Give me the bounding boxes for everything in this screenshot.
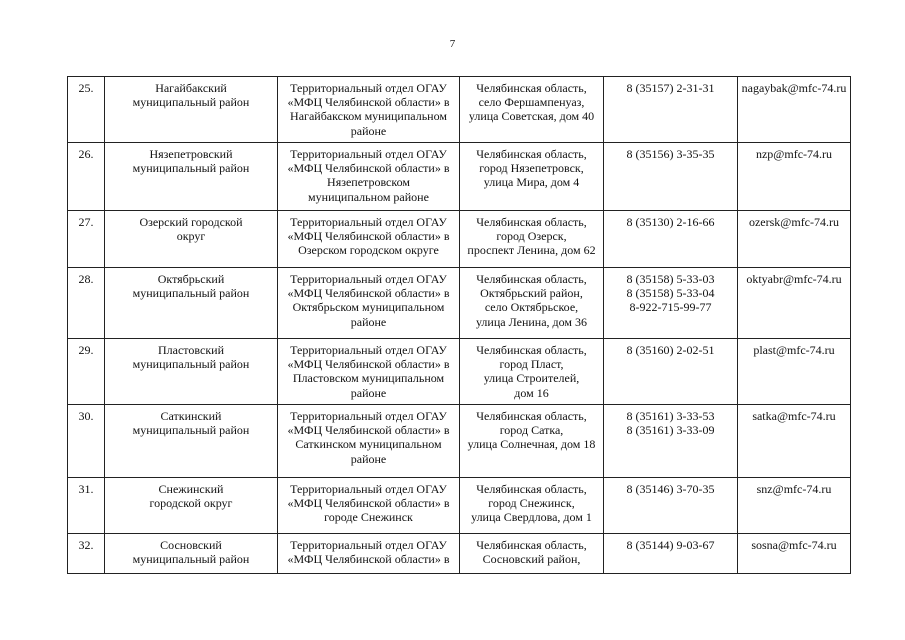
department-line: «МФЦ Челябинской области» в (287, 496, 450, 511)
municipality-cell (105, 143, 278, 211)
table-row (68, 143, 851, 211)
phone-cell (604, 339, 738, 405)
row-number-cell (68, 478, 105, 534)
municipality-cell (105, 405, 278, 478)
address-cell (460, 268, 604, 339)
phone-cell (604, 405, 738, 478)
address-line: город Пласт, (499, 357, 564, 372)
phone-line: 8-922-715-99-77 (629, 300, 712, 315)
phone-line: 8 (35158) 5-33-03 (626, 272, 715, 286)
phone-cell (604, 534, 738, 574)
department-line: Территориальный отдел ОГАУ (290, 272, 447, 286)
municipality-line: муниципальный район (132, 161, 250, 176)
email-cell (738, 268, 851, 339)
municipality-cell (105, 211, 278, 268)
department-line: «МФЦ Челябинской области» в (287, 95, 450, 110)
row-number: 32. (78, 538, 94, 552)
row-number: 25. (78, 81, 94, 95)
municipality-line: Пластовский (158, 343, 224, 357)
email-cell (738, 211, 851, 268)
municipality-line: Саткинский (160, 409, 222, 423)
phone-line: 8 (35146) 3-70-35 (626, 482, 715, 496)
address-line: город Снежинск, (488, 496, 575, 511)
row-number-cell (68, 77, 105, 143)
row-number-cell (68, 534, 105, 574)
department-line: Территориальный отдел ОГАУ (290, 343, 447, 357)
department-line: Территориальный отдел ОГАУ (290, 482, 447, 496)
municipality-line: округ (176, 229, 206, 244)
row-number: 30. (78, 409, 94, 423)
email-text: nagaybak@mfc-74.ru (741, 81, 847, 95)
department-line: «МФЦ Челябинской области» в (287, 423, 450, 438)
department-line: городе Снежинск (324, 510, 413, 525)
row-number-cell (68, 143, 105, 211)
municipality-cell (105, 268, 278, 339)
table-row (68, 478, 851, 534)
address-line: Челябинская область, (476, 215, 587, 229)
phone-cell (604, 268, 738, 339)
email-cell (738, 534, 851, 574)
address-line: улица Солнечная, дом 18 (467, 437, 596, 452)
municipality-line: муниципальный район (132, 423, 250, 438)
phone-line: 8 (35156) 3-35-35 (626, 147, 715, 161)
department-line: Территориальный отдел ОГАУ (290, 147, 447, 161)
email-cell (738, 339, 851, 405)
municipality-line: Снежинский (158, 482, 224, 496)
email-text: satka@mfc-74.ru (752, 409, 836, 423)
address-line: улица Строителей, (483, 371, 580, 386)
mfc-offices-table (67, 76, 851, 574)
department-line: «МФЦ Челябинской области» в (287, 552, 450, 567)
address-cell (460, 143, 604, 211)
department-cell (278, 405, 460, 478)
address-line: Челябинская область, (476, 482, 587, 496)
municipality-line: Озерский городской (139, 215, 243, 229)
municipality-line: муниципальный район (132, 95, 250, 110)
email-text: ozersk@mfc-74.ru (748, 215, 840, 229)
phone-line: 8 (35144) 9-03-67 (626, 538, 715, 552)
municipality-cell (105, 339, 278, 405)
address-line: Челябинская область, (476, 409, 587, 423)
address-line: Челябинская область, (476, 81, 587, 95)
address-line: город Сатка, (499, 423, 564, 438)
municipality-line: муниципальный район (132, 552, 250, 567)
row-number: 31. (78, 482, 94, 496)
phone-line: 8 (35130) 2-16-66 (626, 215, 715, 229)
municipality-cell (105, 534, 278, 574)
department-line: Территориальный отдел ОГАУ (290, 215, 447, 229)
table-body (68, 77, 851, 574)
phone-line: 8 (35158) 5-33-04 (626, 286, 715, 301)
department-cell (278, 268, 460, 339)
department-line: Октябрьском муниципальном (292, 300, 445, 315)
phone-cell (604, 211, 738, 268)
department-line: «МФЦ Челябинской области» в (287, 286, 450, 301)
address-line: проспект Ленина, дом 62 (467, 243, 596, 258)
table-row (68, 405, 851, 478)
address-line: улица Свердлова, дом 1 (471, 510, 592, 525)
department-cell (278, 478, 460, 534)
address-line: улица Советская, дом 40 (468, 109, 595, 124)
address-line: улица Мира, дом 4 (483, 175, 580, 190)
department-line: районе (350, 123, 387, 138)
email-text: nzp@mfc-74.ru (755, 147, 833, 161)
row-number: 29. (78, 343, 94, 357)
address-line: улица Ленина, дом 36 (475, 314, 588, 329)
department-cell (278, 77, 460, 143)
department-line: «МФЦ Челябинской области» в (287, 161, 450, 176)
municipality-line: Нагайбакский (155, 81, 227, 95)
department-line: районе (350, 385, 387, 400)
email-cell (738, 143, 851, 211)
municipality-line: Нязепетровский (149, 147, 233, 161)
address-cell (460, 211, 604, 268)
address-line: город Озерск, (496, 229, 567, 244)
address-line: Челябинская область, (476, 343, 587, 357)
address-line: село Фершампенуаз, (478, 95, 585, 110)
department-line: муниципальном районе (308, 189, 429, 204)
department-line: «МФЦ Челябинской области» в (287, 357, 450, 372)
row-number: 27. (78, 215, 94, 229)
row-number-cell (68, 268, 105, 339)
phone-cell (604, 143, 738, 211)
phone-line: 8 (35161) 3-33-09 (626, 423, 715, 438)
row-number-cell (68, 211, 105, 268)
email-text: snz@mfc-74.ru (756, 482, 832, 496)
department-line: Территориальный отдел ОГАУ (290, 81, 447, 95)
phone-line: 8 (35161) 3-33-53 (626, 409, 715, 423)
address-line: Сосновский район, (482, 552, 581, 567)
municipality-line: муниципальный район (132, 357, 250, 372)
municipality-line: Октябрьский (157, 272, 225, 286)
email-cell (738, 405, 851, 478)
municipality-line: городской округ (149, 496, 233, 511)
email-cell (738, 478, 851, 534)
department-cell (278, 211, 460, 268)
address-cell (460, 405, 604, 478)
table-row (68, 534, 851, 574)
email-text: oktyabr@mfc-74.ru (746, 272, 842, 286)
department-line: Территориальный отдел ОГАУ (290, 409, 447, 423)
municipality-cell (105, 478, 278, 534)
department-line: районе (350, 451, 387, 466)
table-row (68, 268, 851, 339)
department-cell (278, 339, 460, 405)
address-cell (460, 339, 604, 405)
municipality-line: муниципальный район (132, 286, 250, 301)
phone-line: 8 (35157) 2-31-31 (626, 81, 715, 95)
department-line: «МФЦ Челябинской области» в (287, 229, 450, 244)
department-line: Нагайбакском муниципальном (290, 109, 447, 124)
address-line: дом 16 (514, 385, 549, 400)
department-line: Нязепетровском (327, 175, 410, 190)
address-line: Челябинская область, (476, 147, 587, 161)
municipality-cell (105, 77, 278, 143)
department-line: Пластовском муниципальном (292, 371, 445, 386)
table-row (68, 339, 851, 405)
row-number: 28. (78, 272, 94, 286)
address-line: Челябинская область, (476, 538, 587, 552)
email-text: plast@mfc-74.ru (753, 343, 835, 357)
table-row (68, 211, 851, 268)
address-line: Челябинская область, (476, 272, 587, 286)
address-line: город Нязепетровск, (479, 161, 584, 176)
phone-line: 8 (35160) 2-02-51 (626, 343, 715, 357)
department-cell (278, 143, 460, 211)
row-number: 26. (78, 147, 94, 161)
row-number-cell (68, 339, 105, 405)
address-line: село Октябрьское, (484, 300, 579, 315)
department-cell (278, 534, 460, 574)
address-cell (460, 534, 604, 574)
address-line: Октябрьский район, (480, 286, 583, 301)
phone-cell (604, 77, 738, 143)
page-number: 7 (449, 38, 456, 50)
address-cell (460, 478, 604, 534)
table-row (68, 77, 851, 143)
department-line: Саткинском муниципальном (295, 437, 442, 452)
department-line: районе (350, 314, 387, 329)
department-line: Территориальный отдел ОГАУ (290, 538, 447, 552)
department-line: Озерском городском округе (298, 243, 439, 258)
email-text: sosna@mfc-74.ru (751, 538, 837, 552)
phone-cell (604, 478, 738, 534)
row-number-cell (68, 405, 105, 478)
email-cell (738, 77, 851, 143)
municipality-line: Сосновский (160, 538, 222, 552)
address-cell (460, 77, 604, 143)
